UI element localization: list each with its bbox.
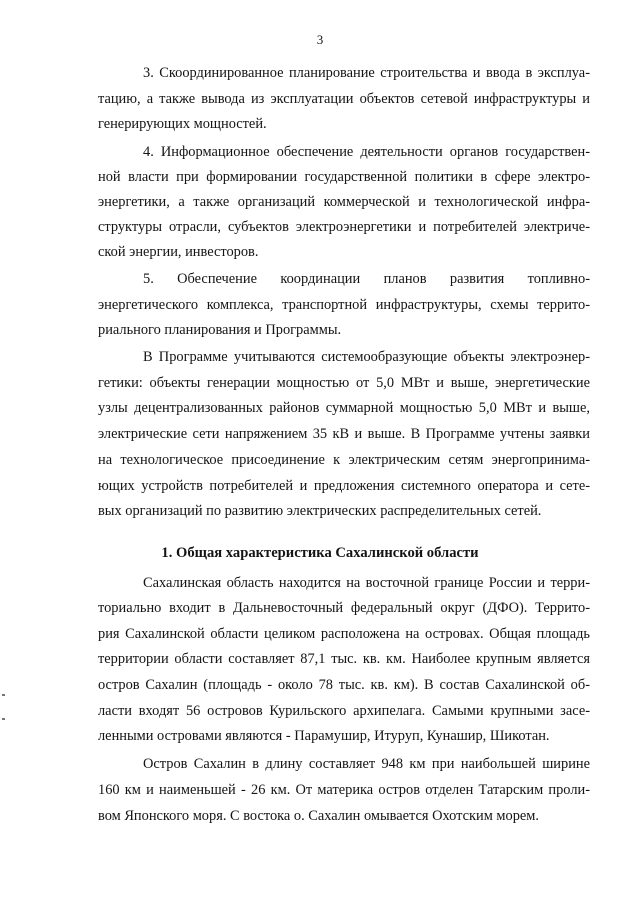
paragraph-line: тацию, а также вывода из эксплуатации объектов сетевой инфраструктуры и [98, 91, 590, 107]
paragraph-line: 160 км и наименьшей - 26 км. От материка остров отделен Татарским проли- [98, 782, 590, 798]
paragraph-line: структуры отрасли, субъектов электроэнергетики и потребителей электриче- [98, 219, 590, 235]
paragraph-line: ющих устройств потребителей и предложения системного оператора и сете- [98, 478, 590, 494]
paragraph-line: энергетического комплекса, транспортной инфраструктуры, схемы террито- [98, 297, 590, 313]
paragraph-line: ториально входит в Дальневосточный федеральный округ (ДФО). Террито- [98, 600, 590, 616]
paragraph-line: 3. Скоординированное планирование строительства и ввода в эксплуа- [143, 65, 590, 81]
paragraph-line: территории области составляет 87,1 тыс. кв. км. Наиболее крупным является [98, 651, 590, 667]
paragraph-line: риального планирования и Программы. [98, 322, 342, 338]
paragraph-line: на технологическое присоединение к электрическим сетям энергопринима- [98, 452, 590, 468]
paragraph-line: электрические сети напряжением 35 кВ и выше. В Программе учтены заявки [98, 426, 590, 442]
paragraph-line: остров Сахалин (площадь - около 78 тыс. кв. км). В состав Сахалинской об- [98, 677, 590, 693]
paragraph-line: 4. Информационное обеспечение деятельности органов государствен- [143, 144, 590, 160]
paragraph-line: генерирующих мощностей. [98, 116, 267, 132]
page-number: 3 [316, 32, 324, 47]
paragraph-line: ленными островами являются - Парамушир, Итуруп, Кунашир, Шикотан. [98, 728, 550, 744]
paragraph-line: ской энергии, инвесторов. [98, 244, 259, 260]
paragraph-line: 5. Обеспечение координации планов развития топливно- [143, 271, 590, 287]
paragraph-line: вых организаций по развитию электрических распределительных сетей. [98, 503, 542, 519]
paragraph-line: гетики: объекты генерации мощностью от 5,0 МВт и выше, энергетические [98, 375, 590, 391]
paragraph-line: вом Японского моря. С востока о. Сахалин омывается Охотским морем. [98, 808, 539, 824]
scan-speck [2, 694, 5, 696]
paragraph-line: энергетики, а также организаций коммерческой и технологической инфра- [98, 194, 590, 210]
paragraph-line: В Программе учитываются системообразующие объекты электроэнер- [143, 349, 590, 365]
section-heading: 1. Общая характеристика Сахалинской области [161, 545, 479, 561]
paragraph-line: Остров Сахалин в длину составляет 948 км при наибольшей ширине [143, 756, 590, 772]
paragraph-line: ной власти при формировании государственной политики в сфере электро- [98, 169, 590, 185]
paragraph-line: узлы децентрализованных районов суммарной мощностью 5,0 МВт и выше, [98, 400, 590, 416]
paragraph-line: Сахалинская область находится на восточной границе России и терри- [143, 575, 590, 591]
paragraph-line: ласти входят 56 островов Курильского архипелага. Самыми крупными засе- [98, 703, 590, 719]
paragraph-line: рия Сахалинской области целиком расположена на островах. Общая площадь [98, 626, 590, 642]
scan-speck [2, 718, 5, 720]
